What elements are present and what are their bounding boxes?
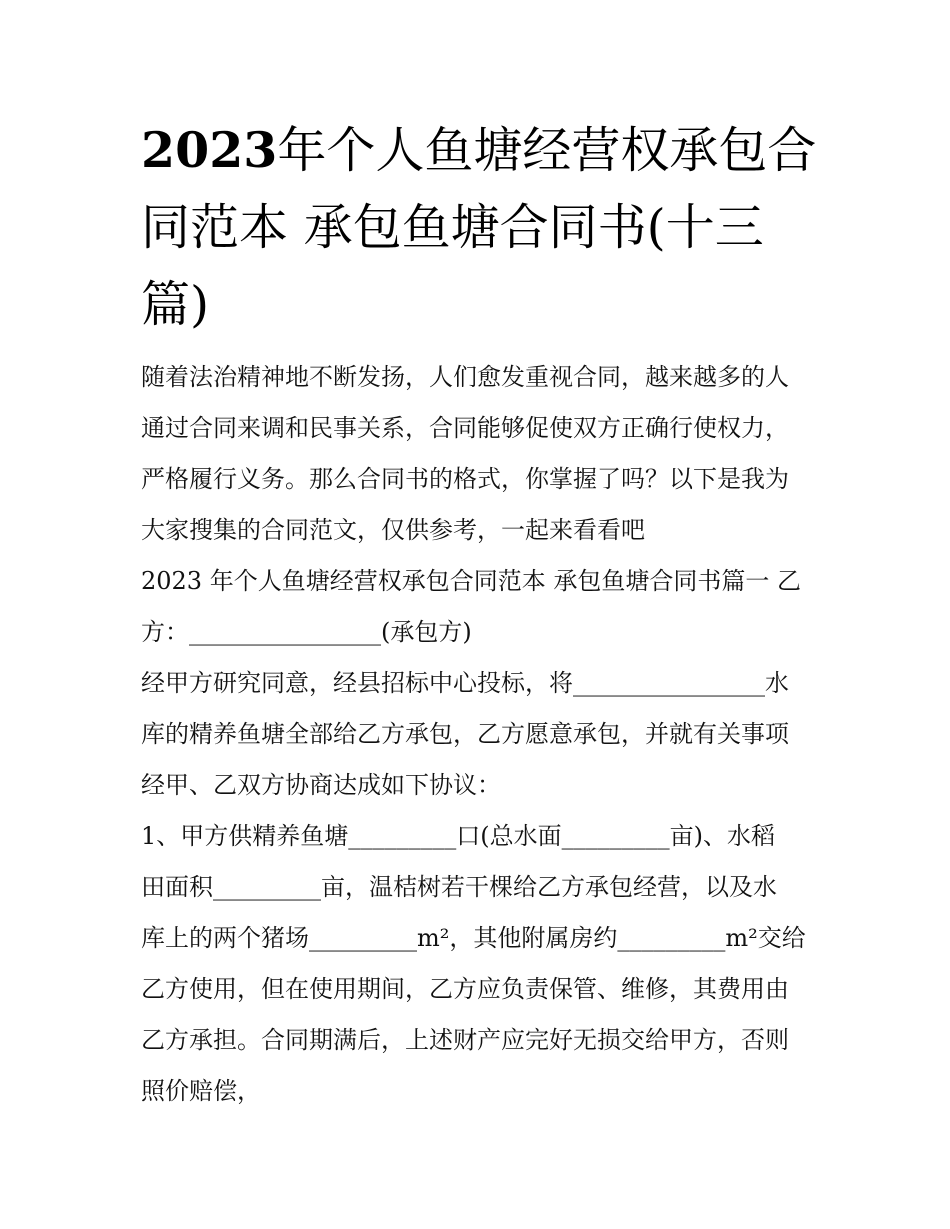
body-line: 乙方使用，但在使用期间，乙方应负责保管、维修，其费用由 <box>141 975 789 1003</box>
body-line: 库上的两个猪场_________m²，其他附属房约_________m²交给 <box>141 924 806 952</box>
body-line: 乙方承担。合同期满后，上述财产应完好无损交给甲方，否则 <box>141 1026 789 1054</box>
body-line: 2023 年个人鱼塘经营权承包合同范本 承包鱼塘合同书篇一 乙 <box>141 567 801 595</box>
body-line: 经甲、乙双方协商达成如下协议： <box>141 771 501 799</box>
body-line: 通过合同来调和民事关系，合同能够促使双方正确行使权力， <box>141 414 789 442</box>
body-line: 照价赔偿， <box>141 1077 261 1105</box>
body-line: 田面积_________亩，温桔树若干棵给乙方承包经营，以及水 <box>141 873 777 901</box>
body-line: 方：________________(承包方) <box>141 618 472 646</box>
document-title <box>141 112 821 343</box>
body-line: 库的精养鱼塘全部给乙方承包，乙方愿意承包，并就有关事项 <box>141 720 789 748</box>
body-line: 经甲方研究同意，经县招标中心投标，将________________水 <box>141 669 789 697</box>
body-line: 1、甲方供精养鱼塘_________口(总水面_________亩)、水稻 <box>141 822 775 850</box>
title-text: 篇) <box>141 276 210 333</box>
title-line <box>141 266 821 343</box>
body-line: 随着法治精神地不断发扬，人们愈发重视合同，越来越多的人 <box>141 363 789 391</box>
body-line: 严格履行义务。那么合同书的格式，你掌握了吗？以下是我为 <box>141 465 789 493</box>
title-line: 2023年个人鱼塘经营权承包合 <box>141 121 817 179</box>
body-line: 大家搜集的合同范文，仅供参考，一起来看看吧 <box>141 516 645 544</box>
document-body <box>141 352 821 1117</box>
title-line <box>141 189 821 266</box>
title-text: 年个人鱼塘经营权承包合 <box>277 122 817 179</box>
title-text: 同范本 承包鱼塘合同书(十三 <box>141 199 764 256</box>
